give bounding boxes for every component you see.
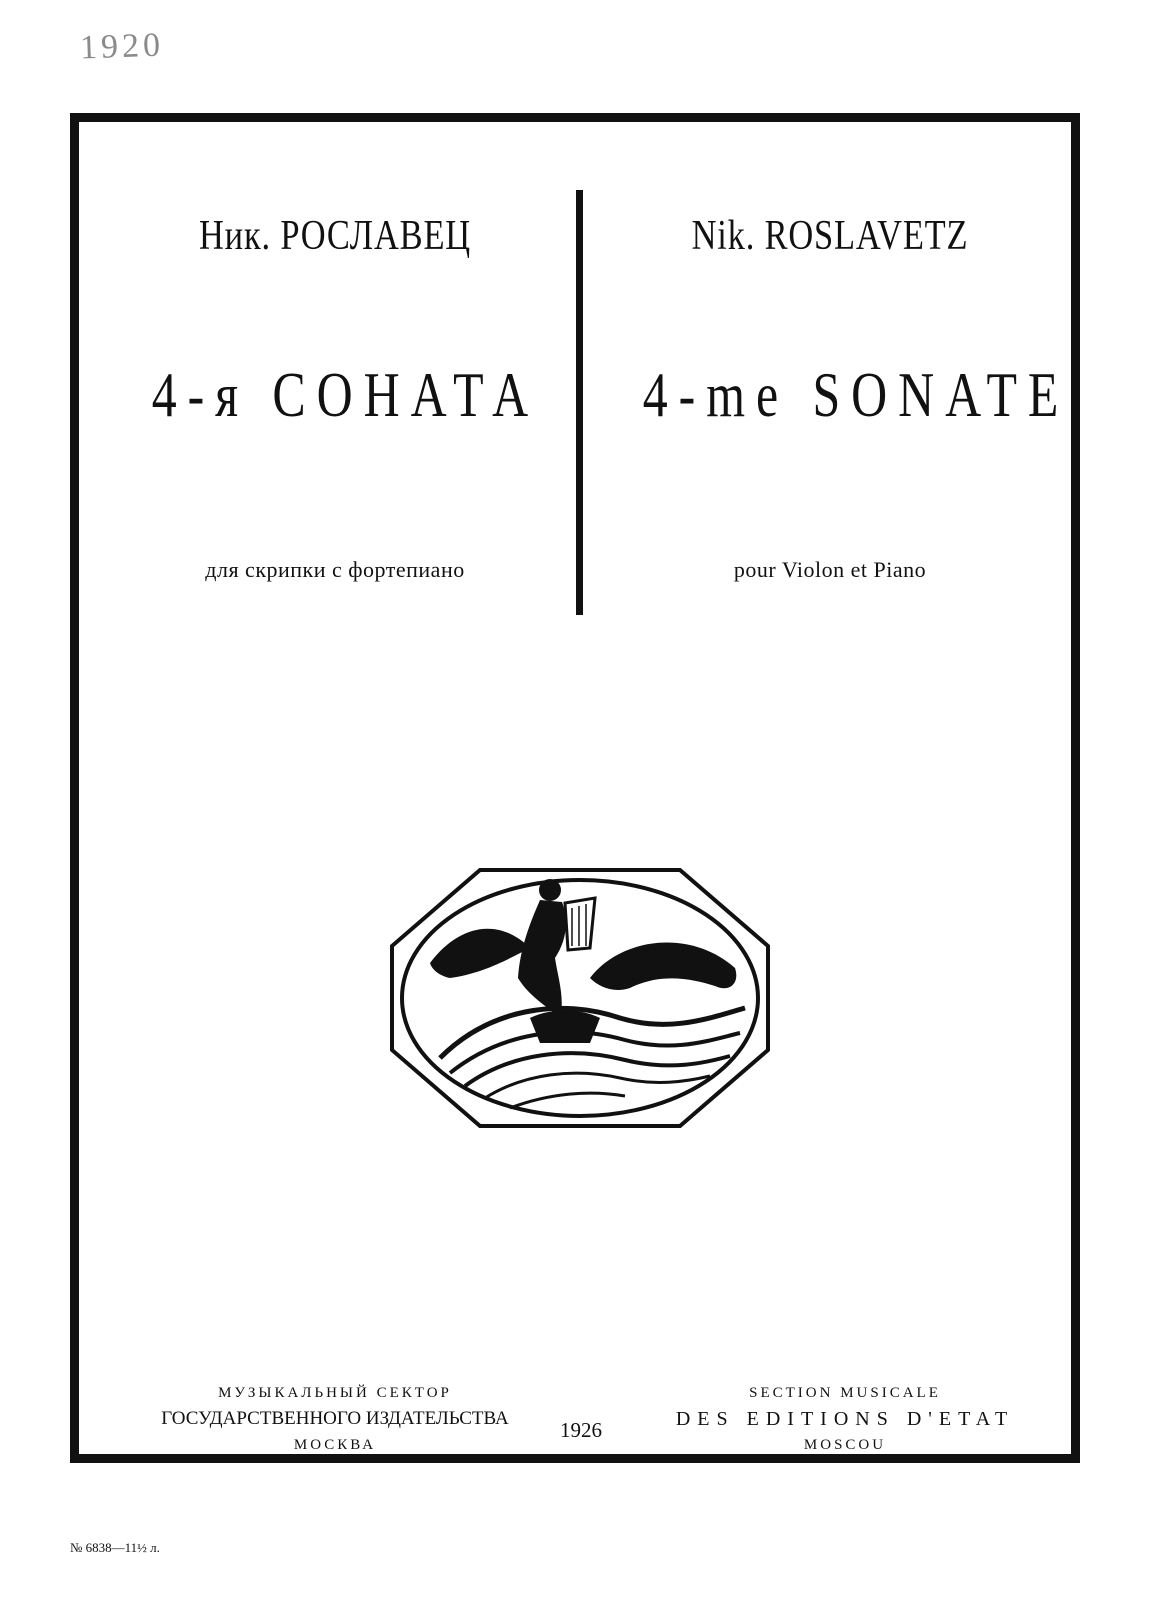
title-russian: 4-я СОНАТА	[151, 359, 540, 430]
title-french: 4-me SONATE	[642, 359, 1070, 430]
publisher-russian-line2: ГОСУДАРСТВЕННОГО ИЗДАТЕЛЬСТВА	[161, 1408, 509, 1429]
publisher-russian-city: МОСКВА	[293, 1437, 377, 1453]
author-french: Nik. ROSLAVETZ	[691, 213, 969, 259]
publisher-french	[670, 1380, 1020, 1458]
center-divider	[576, 190, 583, 615]
publisher-russian-line1: МУЗЫКАЛЬНЫЙ СЕКТОР	[218, 1385, 452, 1401]
publisher-french-line2: DES EDITIONS D'ETAT	[675, 1408, 1015, 1430]
publisher-french-line1: SECTION MUSICALE	[749, 1385, 941, 1401]
publication-year: 1926	[560, 1418, 602, 1442]
publisher-french-city: MOSCOU	[803, 1437, 887, 1453]
lyre-player-on-dolphin-emblem-icon	[390, 868, 770, 1128]
subtitle-french: pour Violon et Piano	[733, 557, 927, 582]
publisher-russian	[150, 1380, 520, 1458]
author-russian: Ник. РОСЛАВЕЦ	[198, 213, 472, 259]
subtitle-russian: для скрипки с фортепиано	[205, 557, 465, 582]
page-frame	[70, 113, 1080, 1463]
catalog-footnote: № 6838—11½ л.	[70, 1540, 160, 1555]
handwritten-note: 1920	[79, 26, 165, 67]
